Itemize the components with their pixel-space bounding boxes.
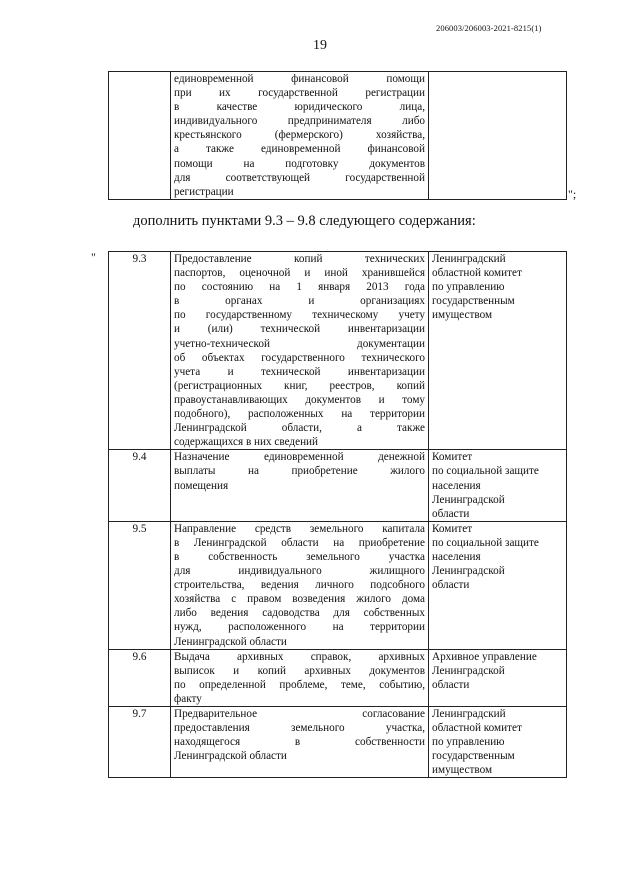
text-line: нужд, расположенного на территории: [174, 621, 425, 634]
service-description: [171, 521, 429, 649]
text-line: строительства, ведения личного подсобного: [174, 579, 425, 592]
table-row: [109, 521, 567, 649]
text-line: Предварительное согласование: [174, 708, 425, 720]
text-line: об объектах государственного технического: [174, 351, 425, 364]
text-line: индивидуального предпринимателя либо: [174, 115, 425, 128]
item-number: 9.3: [109, 252, 171, 450]
text-line: области: [432, 579, 470, 592]
text-line: единовременной финансовой помощи: [174, 73, 425, 85]
text-line: по государственному техническому учету: [174, 309, 425, 322]
text-line: (регистрационных книг, реестров, копий: [174, 379, 425, 392]
text-line: по социальной защите: [432, 465, 539, 478]
text-line: учетно-технической документации: [174, 337, 425, 350]
service-description: [171, 72, 429, 200]
text-line: паспортов, оценочной и иной хранившейся: [174, 267, 425, 280]
page-number: 19: [313, 38, 327, 53]
text-line: Ленинградский: [432, 253, 506, 265]
text-line: факту: [174, 692, 202, 705]
responsible-authority: [429, 450, 567, 521]
text-line: Ленинградской области, а также: [174, 422, 425, 435]
text-line: государственным: [432, 295, 515, 308]
text-line: Комитет: [432, 451, 473, 464]
table-row: [109, 707, 567, 778]
text-line: государственным: [432, 750, 515, 763]
text-line: имуществом: [432, 309, 493, 322]
item-number: 9.4: [109, 450, 171, 521]
text-line: в органах и организациях: [174, 295, 425, 308]
text-line: Назначение единовременной денежной: [174, 451, 425, 464]
text-line: содержащихся в них сведений: [174, 436, 319, 449]
responsible-authority: [429, 707, 567, 778]
text-line: находящегося в собственности: [174, 736, 425, 749]
text-line: по определенной проблеме, теме, событию,: [174, 678, 425, 691]
text-line: в Ленинградской области на приобретение: [174, 536, 425, 549]
table-row: [109, 72, 567, 200]
text-line: Ленинградской: [432, 664, 505, 677]
service-description: [171, 252, 429, 450]
text-line: предоставления земельного участка,: [174, 722, 425, 735]
text-line: выписок и копий архивных документов: [174, 664, 425, 677]
text-line: учета и технической инвентаризации: [174, 365, 425, 378]
text-line: областной комитет: [432, 267, 522, 280]
text-line: по состоянию на 1 января 2013 года: [174, 281, 425, 294]
closing-quote: ";: [568, 187, 577, 201]
item-number: 9.6: [109, 649, 171, 706]
text-line: области: [432, 507, 470, 520]
text-line: Ленинградский: [432, 708, 506, 720]
text-line: по управлению: [432, 736, 505, 749]
text-line: Ленинградской области: [174, 750, 287, 763]
text-line: при их государственной регистрации: [174, 87, 425, 100]
intro-text: дополнить пунктами 9.3 – 9.8 следующего содержания:: [133, 213, 476, 229]
text-line: Архивное управление: [432, 650, 537, 663]
top-table: [108, 71, 567, 200]
authority-cell: [429, 72, 567, 200]
text-line: в качестве юридического лица,: [174, 101, 425, 114]
text-line: Комитет: [432, 522, 473, 535]
text-line: области: [432, 678, 470, 691]
text-line: имуществом: [432, 764, 493, 777]
text-line: Ленинградской: [432, 493, 505, 506]
responsible-authority: [429, 649, 567, 706]
opening-quote: ": [91, 250, 96, 264]
text-line: Ленинградской области: [174, 635, 287, 648]
text-line: Ленинградской: [432, 565, 505, 578]
num-cell: [109, 72, 171, 200]
text-line: крестьянского (фермерского) хозяйства,: [174, 129, 425, 142]
text-line: Предоставление копий технических: [174, 253, 425, 265]
table-row: [109, 252, 567, 450]
item-number: 9.5: [109, 521, 171, 649]
document-number: 206003/206003-2021-8215(1): [436, 23, 542, 33]
text-line: подобного), расположенных на территории: [174, 408, 425, 421]
services-table: [108, 251, 567, 778]
service-description: [171, 707, 429, 778]
item-number: 9.7: [109, 707, 171, 778]
text-line: регистрации: [174, 185, 234, 198]
text-line: в собственность земельного участка: [174, 550, 425, 563]
text-line: и (или) технической инвентаризации: [174, 323, 425, 336]
text-line: помещения: [174, 479, 229, 492]
text-line: правоустанавливающих документов и тому: [174, 393, 425, 406]
text-line: выплаты на приобретение жилого: [174, 465, 425, 478]
text-line: для соответствующей государственной: [174, 171, 425, 184]
text-line: Выдача архивных справок, архивных: [174, 650, 425, 663]
text-line: хозяйства с правом возведения жилого дома: [174, 593, 425, 606]
text-line: Направление средств земельного капитала: [174, 522, 425, 535]
text-line: населения: [432, 479, 481, 492]
service-description: [171, 649, 429, 706]
responsible-authority: [429, 521, 567, 649]
text-line: по управлению: [432, 281, 505, 294]
text-line: по социальной защите: [432, 536, 539, 549]
text-line: либо ведения садоводства для собственных: [174, 607, 425, 620]
text-line: населения: [432, 550, 481, 563]
text-line: помощи на подготовку документов: [174, 157, 425, 170]
text-line: для индивидуального жилищного: [174, 565, 425, 578]
service-description: [171, 450, 429, 521]
responsible-authority: [429, 252, 567, 450]
table-row: [109, 649, 567, 706]
table-row: [109, 450, 567, 521]
text-line: областной комитет: [432, 722, 522, 735]
text-line: а также единовременной финансовой: [174, 143, 425, 156]
